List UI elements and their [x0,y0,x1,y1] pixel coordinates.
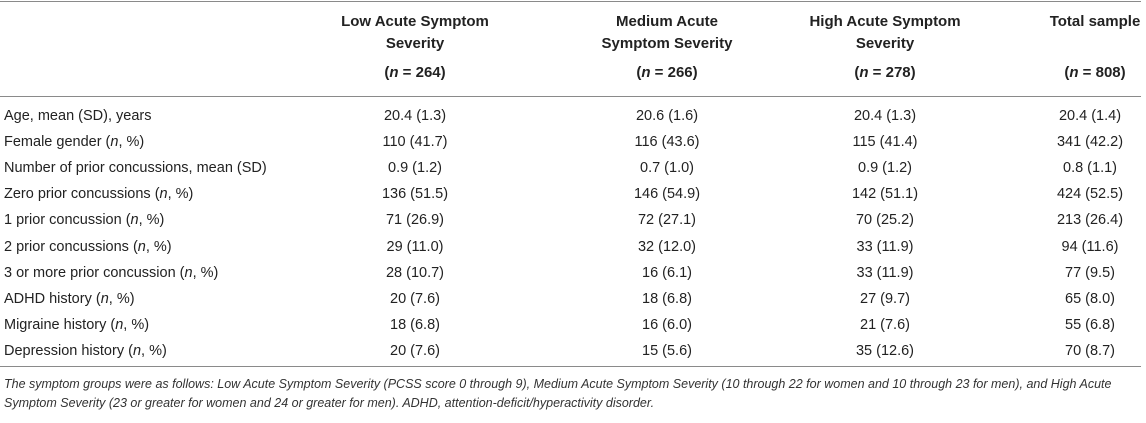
row-label: Number of prior concussions, mean (SD) [4,160,267,176]
table-cell: 32 (12.0) [637,239,697,255]
table-cell: 27 (9.7) [860,291,910,307]
table-cell: 71 (26.9) [385,212,445,228]
column-header-low-n: (n = 264) [384,64,446,81]
column-header-low [330,11,500,84]
table-cell: 29 (11.0) [386,239,444,255]
table-cell: 0.9 (1.2) [858,160,912,176]
table-cell: 33 (11.9) [856,239,914,255]
table-header-rule [0,96,1141,97]
table-cell: 33 (11.9) [856,265,914,281]
column-header-total-line1: Total sample [1049,13,1141,30]
column-header-high [800,11,970,84]
table-cell: 18 (6.8) [390,317,440,333]
table-cell: 20.4 (1.4) [1058,108,1122,124]
row-label: Zero prior concussions (n, %) [4,186,194,202]
table-cell: 16 (6.1) [642,265,692,281]
row-label: Age, mean (SD), years [4,108,152,124]
column-header-medium [582,11,752,84]
row-label: 3 or more prior concussion (n, %) [4,265,219,281]
table-cell: 341 (42.2) [1056,134,1124,150]
table-cell: 77 (9.5) [1065,265,1115,281]
column-header-high-n: (n = 278) [854,64,916,81]
table-bottom-rule [0,366,1141,367]
table-cell: 70 (25.2) [855,212,915,228]
table-cell: 65 (8.0) [1065,291,1115,307]
table-cell: 20.4 (1.3) [853,108,917,124]
table-cell: 94 (11.6) [1061,239,1119,255]
table-cell: 20.6 (1.6) [635,108,699,124]
column-header-low-line1: Low Acute Symptom [341,13,489,30]
row-label: 1 prior concussion (n, %) [4,212,165,228]
table-cell: 0.7 (1.0) [640,160,694,176]
row-label: Female gender (n, %) [4,134,145,150]
table-cell: 28 (10.7) [385,265,445,281]
table-cell: 136 (51.5) [381,186,449,202]
table-cell: 142 (51.1) [851,186,919,202]
column-header-high-line1: High Acute Symptom [809,13,961,30]
row-label: 2 prior concussions (n, %) [4,239,172,255]
table-cell: 424 (52.5) [1056,186,1124,202]
table-cell: 16 (6.0) [642,317,692,333]
table-cell: 35 (12.6) [855,343,915,359]
table-top-rule [0,1,1141,2]
row-label: ADHD history (n, %) [4,291,135,307]
table-cell: 55 (6.8) [1065,317,1115,333]
table-cell: 72 (27.1) [637,212,697,228]
table-footnote: The symptom groups were as follows: Low Acute Symptom Severity (PCSS score 0 through 9), Medium Acute Symptom Severity (10 through 22 for women and 10 through 23 for men), and High Acute Symptom Severity (23 or greater for women and 24 or greater for men). ADHD, attention-deficit/hyperactivity disorder. [4,377,1112,410]
table-cell: 213 (26.4) [1056,212,1124,228]
column-header-total [1040,11,1146,84]
column-header-total-n: (n = 808) [1064,64,1126,81]
table-cell: 0.9 (1.2) [388,160,442,176]
table-cell: 15 (5.6) [642,343,692,359]
table-cell: 110 (41.7) [382,134,448,150]
column-header-high-line2: Severity [855,35,915,52]
table-cell: 21 (7.6) [860,317,910,333]
row-label: Migraine history (n, %) [4,317,150,333]
column-header-medium-line1: Medium Acute [616,13,718,30]
table-cell: 20 (7.6) [390,343,440,359]
table-cell: 0.8 (1.1) [1063,160,1117,176]
column-header-medium-line2: Symptom Severity [601,35,733,52]
table-cell: 115 (41.4) [852,134,918,150]
column-header-low-line2: Severity [385,35,445,52]
table-cell: 20 (7.6) [390,291,440,307]
column-header-total-line2 [1040,33,1146,55]
table-cell: 116 (43.6) [634,134,700,150]
table-cell: 146 (54.9) [633,186,701,202]
table-cell: 20.4 (1.3) [383,108,447,124]
row-label: Depression history (n, %) [4,343,167,359]
column-header-medium-n: (n = 266) [636,64,698,81]
table-cell: 70 (8.7) [1065,343,1115,359]
table-cell: 18 (6.8) [642,291,692,307]
